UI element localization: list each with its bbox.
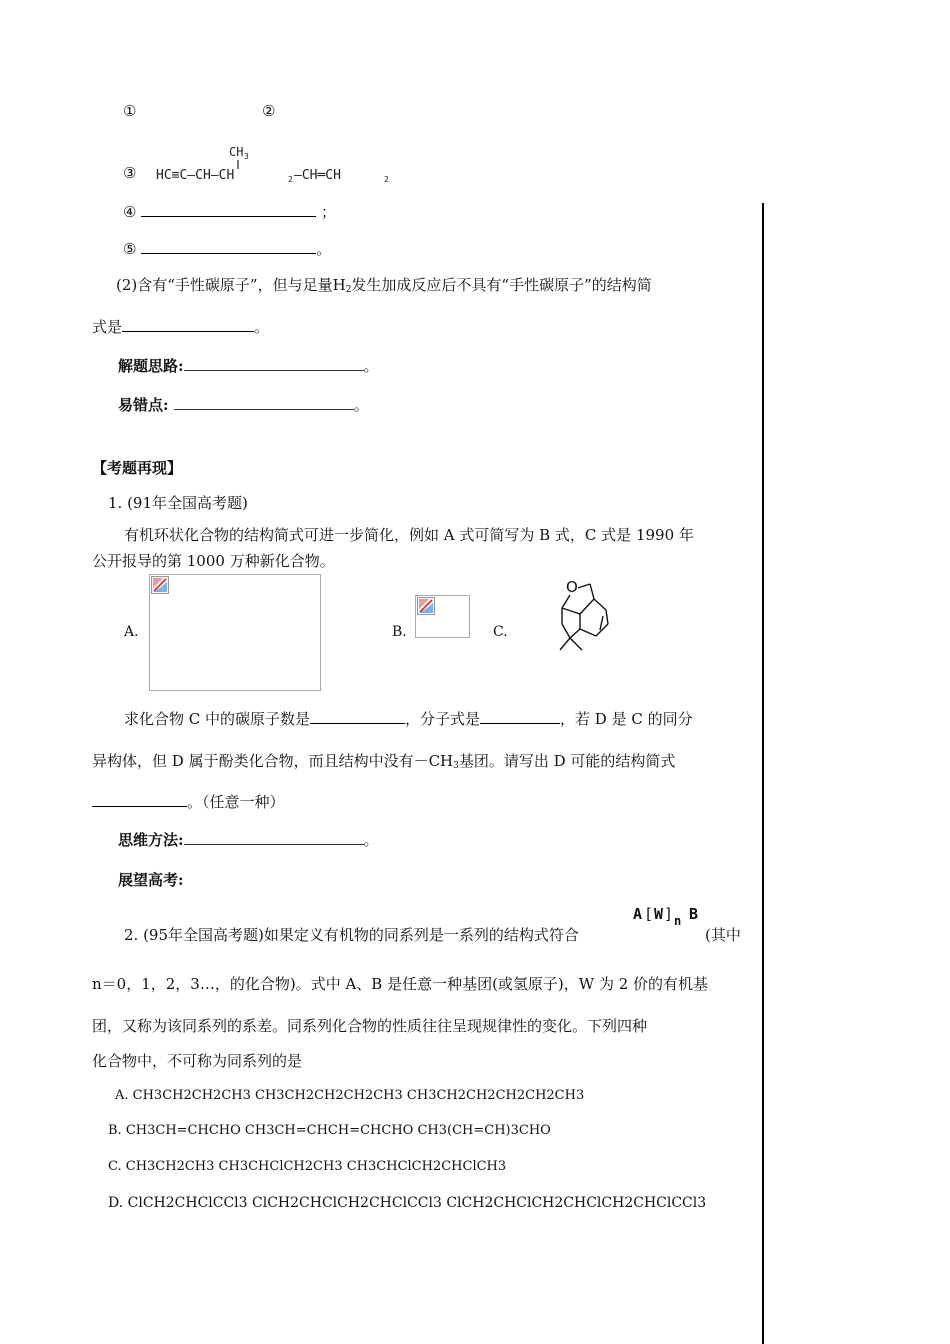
methyl-group: CH <box>229 145 244 159</box>
answer-blank-carbon-count[interactable] <box>310 709 405 724</box>
question-2-line2: 式是 。 <box>92 318 270 336</box>
answer-blank-q2[interactable] <box>122 317 254 332</box>
outlook-label: 展望高考: <box>118 871 184 889</box>
problem-1-ask3: 。（任意一种） <box>92 791 285 812</box>
answer-blank-5[interactable] <box>141 239 316 254</box>
item-marker-1: ① <box>123 102 137 120</box>
item-marker-3: ③ <box>123 164 137 182</box>
broken-image-icon <box>151 576 169 594</box>
svg-text:3: 3 <box>244 152 249 161</box>
problem-1-ask2: 异构体，但 D 属于酚类化合物，而且结构中没有$-CH_3$基团。请写出 D 可能的结构简式 <box>92 752 676 771</box>
section-title: 【考题再现】 <box>92 459 183 477</box>
svg-text:A: A <box>633 905 643 923</box>
label-b: B. <box>392 624 407 640</box>
answer-blank-structure-d[interactable] <box>92 792 187 807</box>
oxygen-atom: O <box>566 578 578 596</box>
answer-blank-formula[interactable] <box>480 709 560 724</box>
problem-2-text2: n＝0，1，2，3…，的化合物)。式中 A、B 是任意一种基团(或氢原子)，W 为 2 价的有机基 <box>92 975 709 993</box>
main-chain-1: HC≡C—CH—CH <box>156 168 235 183</box>
solve-hint: 解题思路: 。 <box>118 357 379 375</box>
option-b[interactable]: B. CH3CH=CHCHO CH3CH=CHCH=CHCHO CH3(CH=CH)3CHO <box>108 1123 551 1138</box>
general-formula <box>632 901 706 929</box>
problem-1-ask1: 求化合物 C 中的碳原子数是 ，分子式是 ，若 D 是 C 的同分 <box>124 710 693 728</box>
method-blank[interactable] <box>184 830 364 845</box>
image-a-placeholder <box>149 574 321 691</box>
svg-text:W: W <box>654 905 664 923</box>
problem-1-head: 1. (91年全国高考题) <box>108 494 248 512</box>
item-marker-4: ④ ； <box>123 203 337 221</box>
error-blank[interactable] <box>174 395 354 410</box>
svg-text:[: [ <box>644 905 654 923</box>
answer-blank-4[interactable] <box>141 202 316 217</box>
method-hint: 思维方法: 。 <box>118 831 379 849</box>
svg-text:2: 2 <box>384 175 389 184</box>
option-d[interactable]: D. ClCH2CHClCCl3 ClCH2CHClCH2CHClCCl3 ClCH2CHClCH2CHClCH2CHClCCl3 <box>108 1195 707 1211</box>
main-chain-2: —CH═CH <box>294 168 341 183</box>
option-c[interactable]: C. CH3CH2CH3 CH3CHClCH2CH3 CH3CHClCH2CHClCH3 <box>108 1159 507 1174</box>
problem-2-text3: 团，又称为该同系列的系差。同系列化合物的性质往往呈现规律性的变化。下列四种 <box>92 1017 648 1035</box>
item-marker-5: ⑤ 。 <box>123 240 332 258</box>
problem-1-text1: 有机环状化合物的结构简式可进一步简化，例如 A 式可简写为 B 式，C 式是 1990 年 <box>124 526 694 544</box>
svg-text:B: B <box>689 905 699 923</box>
svg-text:2: 2 <box>288 175 293 184</box>
problem-2-text1-end: (其中 <box>705 926 741 944</box>
label-c: C. <box>493 624 508 640</box>
structure-3 <box>152 143 397 185</box>
item-marker-2: ② <box>262 102 276 120</box>
structure-c <box>548 574 618 658</box>
solve-blank[interactable] <box>184 356 364 371</box>
error-hint: 易错点: 。 <box>118 396 369 414</box>
broken-image-icon <box>417 597 435 615</box>
option-a[interactable]: A. CH3CH2CH2CH3 CH3CH2CH2CH2CH3 CH3CH2CH2CH2CH2CH3 <box>115 1088 585 1103</box>
question-2-line1: (2)含有“手性碳原子”，但与足量$H_2$发生加成反应后不具有“手性碳原子”的结构简 <box>116 276 652 295</box>
image-b-placeholder <box>415 595 470 638</box>
problem-1-text2: 公开报导的第 1000 万种新化合物。 <box>92 552 335 570</box>
problem-2-text1: 2. (95年全国高考题)如果定义有机物的同系列是一系列的结构式符合 <box>124 926 579 944</box>
problem-2-text4: 化合物中，不可称为同系列的是 <box>92 1052 303 1070</box>
margin-line <box>762 203 764 1344</box>
svg-text:n: n <box>674 914 682 928</box>
svg-text:]: ] <box>664 905 674 923</box>
label-a: A. <box>124 624 139 640</box>
